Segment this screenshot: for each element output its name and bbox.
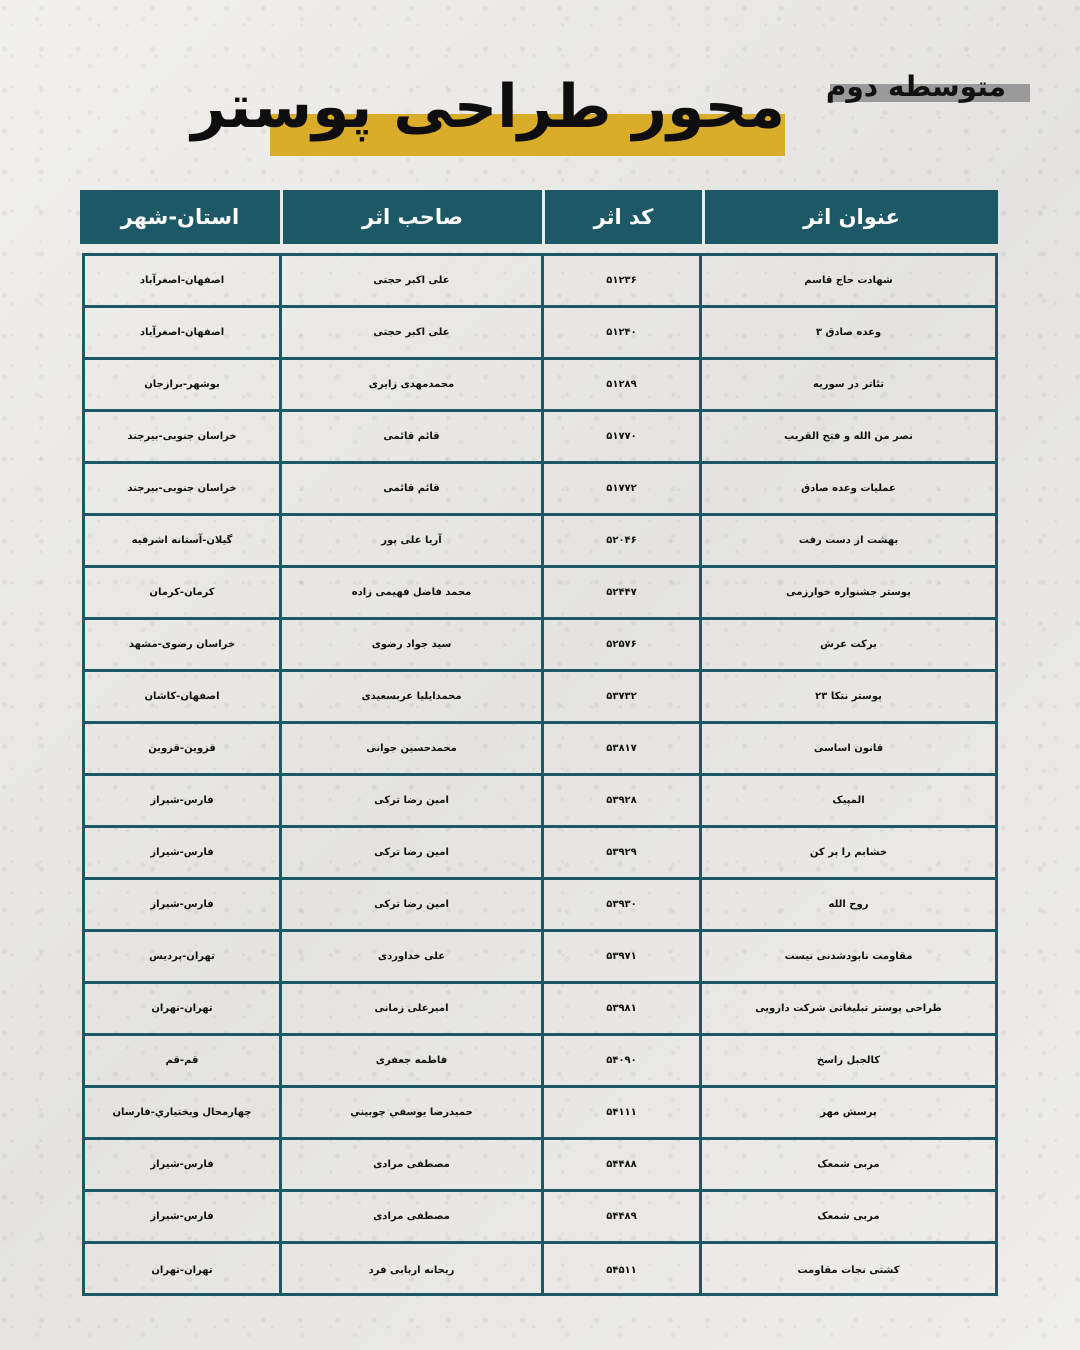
cell-title: پوستر نتکا ۲۳ [699, 672, 995, 721]
table-row [85, 360, 995, 412]
page-title: محور طراحی پوستر [191, 72, 785, 142]
table-row [85, 412, 995, 464]
cell-city: قم-قم [165, 1055, 199, 1066]
cell-owner: امین رضا ترکی [279, 828, 541, 877]
cell-code: ۵۳۹۳۰ [541, 880, 699, 929]
cell-city: خراسان جنوبی-بیرجند [127, 431, 237, 442]
cell-city: فارس-شیراز [150, 899, 214, 910]
table-row [85, 672, 995, 724]
cell-code: ۵۳۸۱۷ [541, 724, 699, 773]
cell-title: برکت عرش [699, 620, 995, 669]
table-row [85, 724, 995, 776]
cell-owner: محمد فاضل فهیمی زاده [279, 568, 541, 617]
cell-code: ۵۴۵۱۱ [541, 1244, 699, 1296]
cell-title: خشابم را پر کن [699, 828, 995, 877]
cell-code: ۵۳۹۲۸ [541, 776, 699, 825]
cell-code: ۵۲۵۷۶ [541, 620, 699, 669]
cell-code: ۵۱۷۷۲ [541, 464, 699, 513]
table-row [85, 1036, 995, 1088]
table-row [85, 1140, 995, 1192]
cell-city: قزوین-قزوین [148, 743, 216, 754]
header-code: کد اثر [542, 190, 702, 244]
cell-city: فارس-شیراز [150, 795, 214, 806]
table-row [85, 464, 995, 516]
cell-owner: سید جواد رضوی [279, 620, 541, 669]
cell-owner: امین رضا ترکی [279, 880, 541, 929]
cell-code: ۵۳۹۲۹ [541, 828, 699, 877]
cell-owner: آریا علی پور [279, 516, 541, 565]
cell-city: تهران-تهران [151, 1003, 213, 1014]
table-row [85, 308, 995, 360]
page-title-block [191, 72, 785, 157]
cell-owner: قائم قائمی [279, 412, 541, 461]
level-label: متوسطه دوم [825, 70, 1006, 103]
cell-owner: امین رضا ترکی [279, 776, 541, 825]
table-row [85, 620, 995, 672]
cell-code: ۵۴۴۸۸ [541, 1140, 699, 1189]
cell-title: وعده صادق ۳ [699, 308, 995, 357]
cell-code: ۵۳۹۷۱ [541, 932, 699, 981]
cell-title: بهشت از دست رفت [699, 516, 995, 565]
cell-owner: علی اکبر حجتی [279, 308, 541, 357]
table-row [85, 1244, 995, 1296]
cell-title: قانون اساسی [699, 724, 995, 773]
cell-city: فارس-شیراز [150, 847, 214, 858]
table-row [85, 984, 995, 1036]
cell-title: مربی شمعک [699, 1192, 995, 1241]
cell-code: ۵۲۴۴۷ [541, 568, 699, 617]
table-row [85, 776, 995, 828]
cell-title: عملیات وعده صادق [699, 464, 995, 513]
table-header [80, 190, 998, 244]
cell-code: ۵۳۹۸۱ [541, 984, 699, 1033]
cell-title: تئاتر در سوریه [699, 360, 995, 409]
cell-city: بوشهر-برازجان [144, 379, 220, 390]
cell-owner: علی اکبر حجتی [279, 256, 541, 305]
cell-city: چهارمحال وبختياري-فارسان [112, 1107, 252, 1118]
cell-title: المپیک [699, 776, 995, 825]
cell-title: مربی شمعک [699, 1140, 995, 1189]
cell-code: ۵۲۰۴۶ [541, 516, 699, 565]
cell-owner: فاطمه جعفری [279, 1036, 541, 1085]
cell-owner: محمدحسین جوانی [279, 724, 541, 773]
cell-owner: مصطفی مرادی [279, 1140, 541, 1189]
cell-code: ۵۴۴۸۹ [541, 1192, 699, 1241]
table-row [85, 880, 995, 932]
cell-city: خراسان رضوی-مشهد [128, 639, 236, 650]
cell-owner: امیرعلی زمانی [279, 984, 541, 1033]
cell-code: ۵۳۷۳۲ [541, 672, 699, 721]
cell-code: ۵۴۱۱۱ [541, 1088, 699, 1137]
cell-city: اصفهان-اصغرآباد [139, 327, 225, 338]
cell-owner: مصطفی مرادی [279, 1192, 541, 1241]
cell-owner: علی خداوردی [279, 932, 541, 981]
cell-code: ۵۱۲۸۹ [541, 360, 699, 409]
cell-city: خراسان جنوبی-بیرجند [127, 483, 237, 494]
cell-city: فارس-شیراز [150, 1211, 214, 1222]
cell-title: کشتی نجات مقاومت [699, 1244, 995, 1296]
cell-code: ۵۱۷۷۰ [541, 412, 699, 461]
cell-code: ۵۴۰۹۰ [541, 1036, 699, 1085]
cell-title: پرسش مهر [699, 1088, 995, 1137]
table-row [85, 1088, 995, 1140]
cell-city: اصفهان-اصغرآباد [139, 275, 225, 286]
table-body [82, 253, 998, 1296]
cell-title: شهادت حاج قاسم [699, 256, 995, 305]
cell-city: کرمان-کرمان [149, 587, 215, 598]
cell-code: ۵۱۲۳۶ [541, 256, 699, 305]
cell-title: مقاومت نابودشدنی نیست [699, 932, 995, 981]
cell-city: فارس-شیراز [150, 1159, 214, 1170]
cell-title: روح الله [699, 880, 995, 929]
cell-city: تهران-تهران [151, 1264, 213, 1276]
cell-city: اصفهان-کاشان [144, 691, 220, 702]
table-row [85, 568, 995, 620]
header-title: عنوان اثر [702, 190, 998, 244]
header-city: استان-شهر [80, 190, 280, 244]
cell-owner: محمدایلیا عربسعیدی [279, 672, 541, 721]
table-row [85, 516, 995, 568]
table-row [85, 256, 995, 308]
cell-city: تهران-پردیس [149, 951, 215, 962]
cell-owner: حمیدرضا یوسفي چوبيني [279, 1088, 541, 1137]
cell-city: گیلان-آستانه اشرفیه [131, 535, 233, 546]
cell-title: کالجبل راسخ [699, 1036, 995, 1085]
table-row [85, 1192, 995, 1244]
cell-code: ۵۱۲۴۰ [541, 308, 699, 357]
cell-owner: ریحانه اربابی فرد [279, 1244, 541, 1296]
header-owner: صاحب اثر [280, 190, 542, 244]
table-row [85, 828, 995, 880]
cell-owner: قائم قائمی [279, 464, 541, 513]
cell-title: پوستر جشنواره خوارزمی [699, 568, 995, 617]
cell-title: نصر من الله و فتح القریب [699, 412, 995, 461]
cell-owner: محمدمهدی زایری [279, 360, 541, 409]
table-row [85, 932, 995, 984]
level-badge [825, 70, 1030, 104]
cell-title: طراحی پوستر تبلیغاتی شرکت دارویی [699, 984, 995, 1033]
